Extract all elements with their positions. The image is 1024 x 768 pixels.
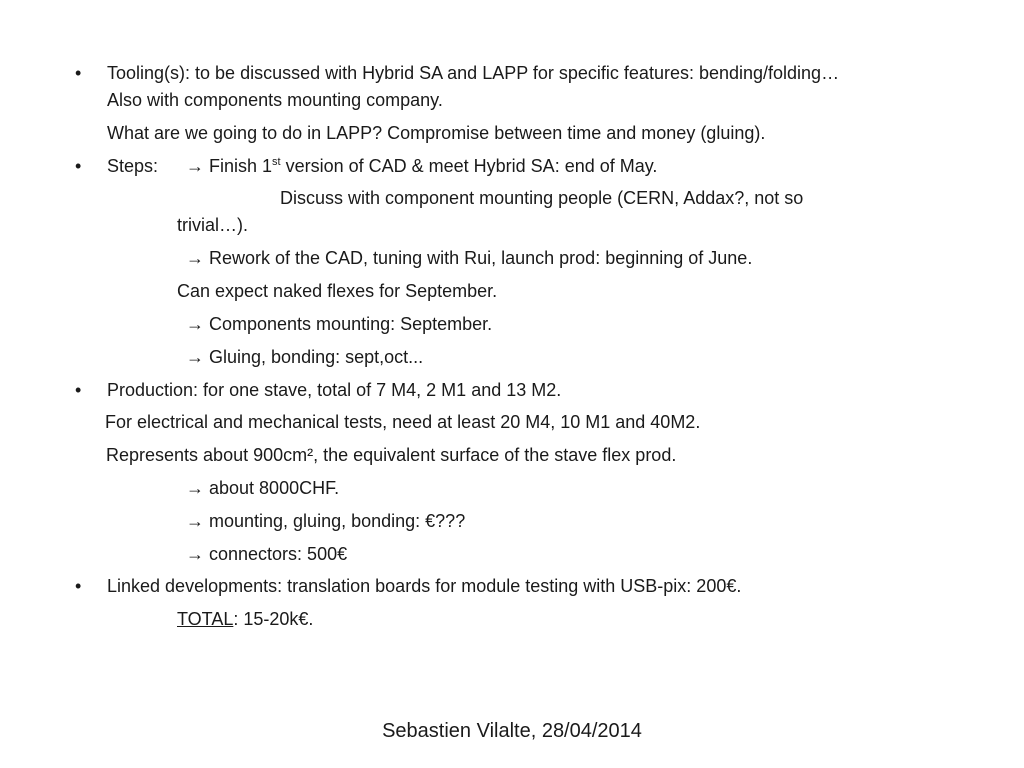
- total-label: TOTAL: [177, 609, 234, 629]
- steps-components: → Components mounting: September.: [186, 314, 493, 334]
- steps-rework: → Rework of the CAD, tuning with Rui, launch prod: beginning of June.: [186, 248, 753, 268]
- tooling-line-3: What are we going to do in LAPP? Compromise between time and money (gluing).: [107, 123, 766, 143]
- tooling-line-2: Also with components mounting company.: [107, 90, 443, 110]
- production-cost-1: → about 8000CHF.: [186, 478, 340, 498]
- production-cost-2: → mounting, gluing, bonding: €???: [186, 511, 466, 531]
- steps-discuss-line-2: trivial…).: [177, 215, 248, 235]
- step1-suffix: version of CAD & meet Hybrid SA: end of May.: [280, 156, 658, 176]
- steps-label: Steps:: [107, 156, 159, 176]
- step1-sup: st: [272, 156, 281, 168]
- linked-total: [177, 608, 313, 630]
- step1-prefix: → Finish 1: [186, 156, 273, 176]
- steps-discuss-line-1: Discuss with component mounting people (CERN, Addax?, not so: [280, 188, 804, 208]
- production-cost-3: → connectors: 500€: [186, 544, 348, 564]
- tooling-line-1: Tooling(s): to be discussed with Hybrid SA and LAPP for specific features: bending/folding…: [107, 63, 840, 83]
- slide-footer: Sebastien Vilalte, 28/04/2014: [382, 720, 642, 742]
- total-value: : 15-20k€.: [233, 609, 314, 629]
- production-line-2: For electrical and mechanical tests, need at least 20 M4, 10 M1 and 40M2.: [105, 412, 701, 432]
- bullet-tooling: •: [75, 63, 82, 83]
- steps-naked-flexes: Can expect naked flexes for September.: [177, 281, 498, 301]
- bullet-production: •: [75, 380, 82, 400]
- bullet-steps: •: [75, 156, 82, 176]
- bullet-linked: •: [75, 576, 82, 596]
- linked-line-1: Linked developments: translation boards for module testing with USB-pix: 200€.: [107, 576, 742, 596]
- production-line-1: Production: for one stave, total of 7 M4, 2 M1 and 13 M2.: [107, 380, 562, 400]
- steps-step-1: [186, 155, 657, 177]
- production-line-3: Represents about 900cm², the equivalent surface of the stave flex prod.: [106, 445, 677, 465]
- steps-gluing: → Gluing, bonding: sept,oct...: [186, 347, 424, 367]
